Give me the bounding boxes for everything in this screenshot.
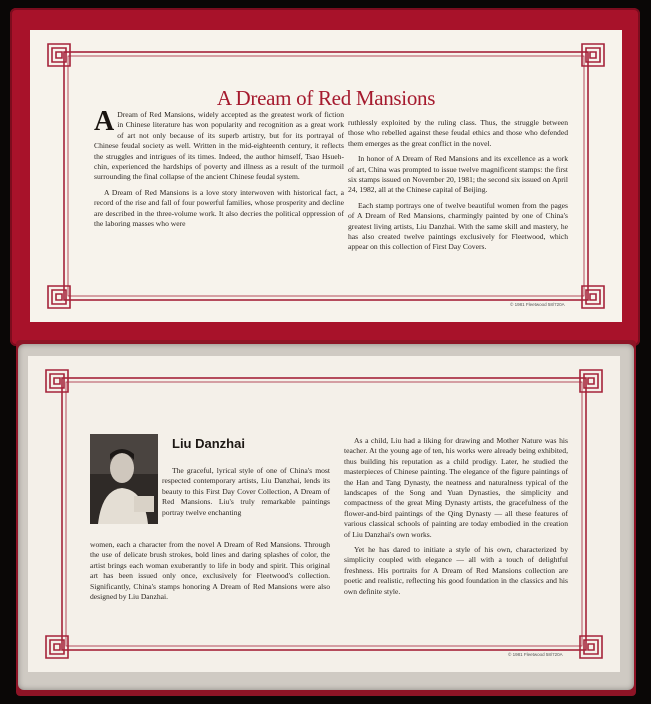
bio-paragraph-1: The graceful, lyrical style of one of China's most respected contemporary artists, Liu Danzhai, lends its beauty to this First Day Cover Collection, A Dream of Red Mansions. Liu's truly remarkable paintings portray twelve enchanting: [162, 466, 330, 517]
intro-paragraph-4: In honor of A Dream of Red Mansions and its excellence as a work of art, China was prompted to issue twelve magnificent stamps: the first six stamps issued on November 20, 1981; the second six issued on April 24, 1982, all at the Chinese capital of Beijing.: [348, 154, 568, 195]
intro-paragraph-3: ruthlessly exploited by the ruling class. Thus, the struggle between those who rebelled against these feudal ethics and those who defended them emerges as the great conflict in the novel.: [348, 118, 568, 148]
bio-column-left-top: [162, 466, 330, 523]
intro-paragraph-2: A Dream of Red Mansions is a love story interwoven with historical fact, a record of the rise and fall of four powerful families, whose prosperity and decline are described in the three-volume work. It also decries the political oppression of the laboring masses who were: [94, 187, 344, 229]
intro-column-left: [94, 106, 344, 234]
bio-column-left-bottom: [90, 540, 330, 607]
copyright-notice-bottom: © 1981 Fleetwood 58/720A: [508, 652, 563, 657]
bio-paragraph-2: women, each a character from the novel A Dream of Red Mansions. Through the use of delicate brush strokes, bold lines and daring splashes of color, the artist brings each woman exuberantly to life in body and spirit. This original art has been issued only once, exclusively for Fleetwood's collection. Significantly, China's stamps honoring A Dream of Red Mansions were also designed by Liu Danzhai.: [90, 540, 330, 602]
intro-column-right: [348, 118, 568, 258]
intro-paragraph-1: A Dream of Red Mansions, widely accepted as the greatest work of fiction in Chinese literature has won popularity and recognition as a great work of art not only because of its superb artistry, but for its portrayal of Chinese feudal society as well. Written in the mid-eighteenth century, it reflects the struggles and intrigues of its times. Indeed, the author himself, Tsao Hsueh-chin, experienced the hardships of poverty and illness as a result of the turmoil surrounding the final collapse of the ancient Chinese feudal system.: [94, 106, 344, 182]
intro-paragraph-5: Each stamp portrays one of twelve beautiful women from the pages of A Dream of Red Mansions, charmingly painted by one of China's greatest living artists, Liu Danzhai. With the same skill and mastery, he has also created twelve paintings exclusively for Fleetwood, which appear on this collection of First Day Covers.: [348, 200, 568, 252]
artist-name-heading: Liu Danzhai: [172, 436, 245, 451]
dropcap-letter: A: [94, 106, 115, 137]
copyright-notice-top: © 1981 Fleetwood 58/720A: [510, 302, 565, 307]
bio-paragraph-3: As a child, Liu had a liking for drawing and Mother Nature was his teacher. At the young age of ten, his works were already being exhibited, thus building his reputation as a child prodigy. Later, he studied the masterpieces of Chinese painting. The elegance of the figure paintings of the Han and Tang Dynasty, the neatness and naturalness typical of the landscapes of the Song and Yuan Dynasties, the simplicity and compactness of the great Ming Dynasty artists, the gracefulness of the flower-and-bird paintings of the Qing Dynasty — all these features of various classical schools of painting are today embodied in the creation of Liu Danzhai's own works.: [344, 436, 568, 539]
bio-paragraph-4: Yet he has dared to initiate a style of his own, characterized by simplicity coupled with elegance — all with a touch of delightful freshness. His portraits for A Dream of Red Mansions collection are poetic and realistic, reflecting his good foundation in the classics and his own definite style.: [344, 545, 568, 596]
info-card-bottom: [28, 356, 620, 672]
portrait-illustration: [90, 434, 158, 524]
collection-title: A Dream of Red Mansions: [216, 86, 436, 110]
info-card-top: [30, 30, 622, 322]
bio-column-right: [344, 436, 568, 602]
artist-portrait-photo: [90, 434, 158, 524]
